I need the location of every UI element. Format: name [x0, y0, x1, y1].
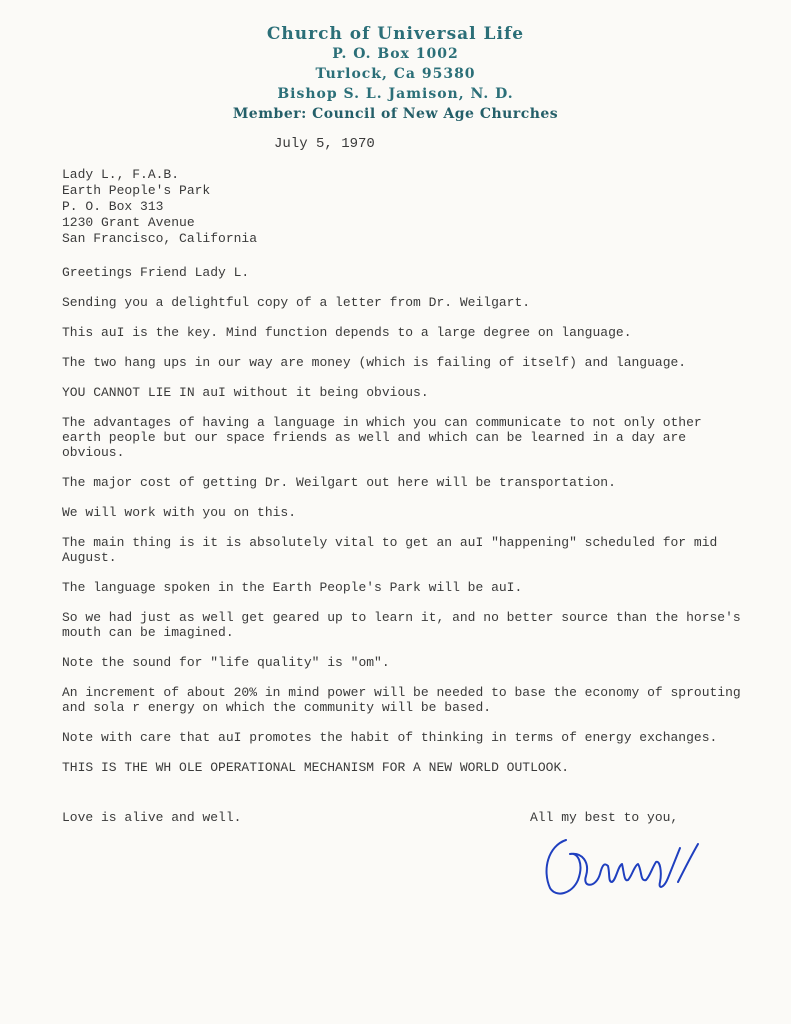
body-paragraph: Note with care that auI promotes the habit of thinking in terms of energy exchanges.	[62, 730, 718, 745]
body-paragraph: The language spoken in the Earth People's Park will be auI.	[62, 580, 523, 595]
body-paragraph: The major cost of getting Dr. Weilgart out here will be transportation.	[62, 475, 616, 490]
greeting: Greetings Friend Lady L.	[62, 265, 250, 280]
recipient-box: P. O. Box 313	[62, 199, 164, 214]
body-paragraph: THIS IS THE WH OLE OPERATIONAL MECHANISM FOR A NEW WORLD OUTLOOK.	[62, 760, 570, 775]
letter-date: July 5, 1970	[274, 136, 375, 152]
handwritten-signature	[538, 822, 708, 902]
letterhead-bishop: Bishop S. L. Jamison, N. D.	[277, 86, 514, 102]
letterhead-city: Turlock, Ca 95380	[315, 66, 476, 82]
letterhead	[0, 24, 791, 124]
recipient-address	[62, 167, 257, 247]
recipient-city: San Francisco, California	[62, 231, 258, 246]
letterhead-member: Member: Council of New Age Churches	[232, 106, 559, 122]
letterhead-po-box: P. O. Box 1002	[332, 46, 459, 62]
closing-right: All my best to you,	[530, 810, 679, 825]
body-paragraph: This auI is the key. Mind function depends to a large degree on language.	[62, 325, 632, 340]
body-paragraph: We will work with you on this.	[62, 505, 297, 520]
recipient-street: 1230 Grant Avenue	[62, 215, 195, 230]
body-paragraph: The advantages of having a language in which you can communicate to not only other earth people but our space friends as well and which can be learned in a day are obvious.	[62, 415, 702, 460]
body-paragraph: Sending you a delightful copy of a letter from Dr. Weilgart.	[62, 295, 531, 310]
body-paragraph: The two hang ups in our way are money (which is failing of itself) and language.	[62, 355, 687, 370]
recipient-org: Earth People's Park	[62, 183, 211, 198]
body-paragraph: YOU CANNOT LIE IN auI without it being obvious.	[62, 385, 429, 400]
closing-left: Love is alive and well.	[62, 810, 242, 825]
letterhead-org: Church of Universal Life	[266, 24, 525, 44]
signature-stroke	[547, 840, 698, 894]
body-paragraph: The main thing is it is absolutely vital to get an auI "happening" scheduled for mid August.	[62, 535, 718, 565]
body-paragraph: An increment of about 20% in mind power will be needed to base the economy of sprouting and sola r energy on which the community will be based.	[62, 685, 741, 715]
body-paragraph: Note the sound for "life quality" is "om".	[62, 655, 390, 670]
recipient-name: Lady L., F.A.B.	[62, 167, 180, 182]
body-paragraph: So we had just as well get geared up to learn it, and no better source than the horse's mouth can be imagined.	[62, 610, 741, 640]
letter-body	[62, 265, 742, 790]
